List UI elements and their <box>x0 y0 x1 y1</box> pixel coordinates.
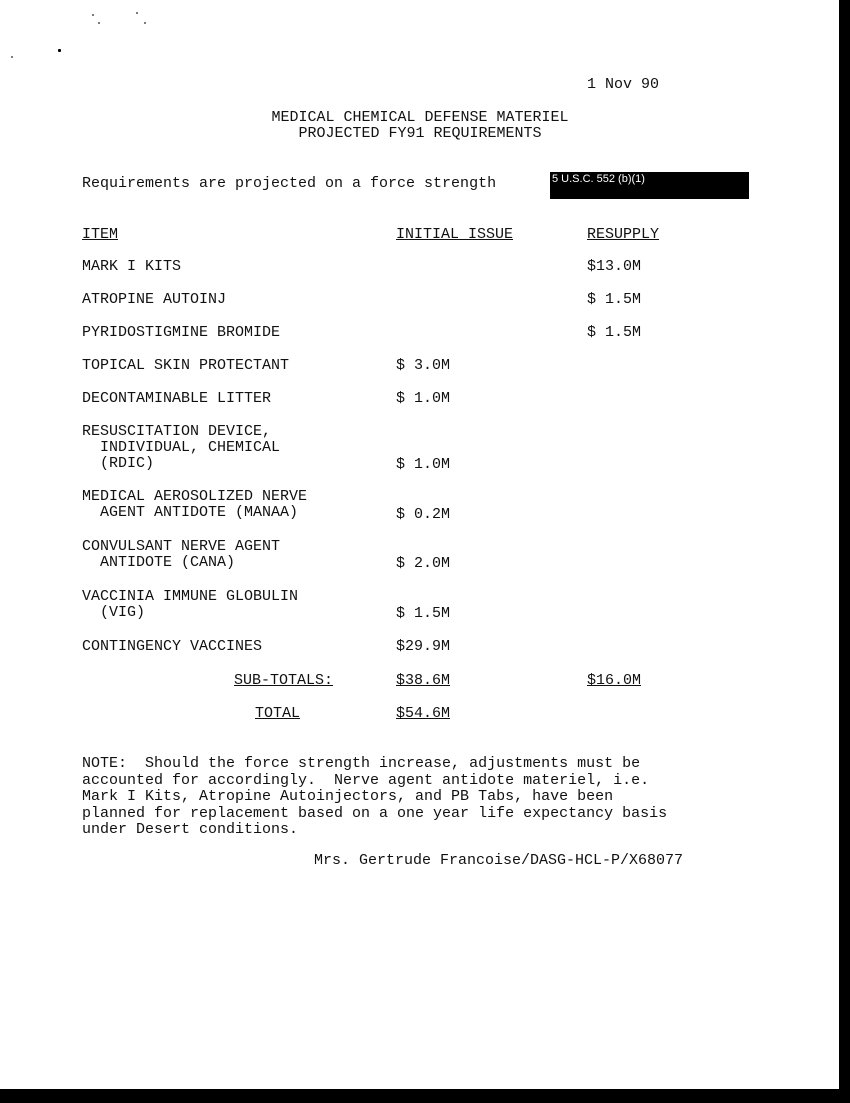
row-initial: $ 1.5M <box>396 605 451 622</box>
row-item: CONVULSANT NERVE AGENT ANTIDOTE (CANA) <box>82 538 281 571</box>
scan-speck <box>136 12 138 14</box>
row-item: PYRIDOSTIGMINE BROMIDE <box>82 324 281 341</box>
column-header-initial-issue: INITIAL ISSUE <box>396 226 514 243</box>
row-resupply: $ 1.5M <box>587 324 642 341</box>
column-header-resupply: RESUPPLY <box>587 226 660 243</box>
subtotal-initial: $38.6M <box>396 672 451 689</box>
scan-speck <box>58 49 61 52</box>
row-initial: $ 2.0M <box>396 555 451 572</box>
row-initial: $29.9M <box>396 638 451 655</box>
row-resupply: $13.0M <box>587 258 642 275</box>
total-label: TOTAL <box>255 705 301 722</box>
total-value: $54.6M <box>396 705 451 722</box>
scan-speck <box>92 14 94 16</box>
scan-speck <box>144 22 146 24</box>
scan-speck <box>98 22 100 24</box>
row-initial: $ 3.0M <box>396 357 451 374</box>
signature-line: Mrs. Gertrude Francoise/DASG-HCL-P/X68077 <box>314 852 684 869</box>
row-initial: $ 1.0M <box>396 390 451 407</box>
column-header-item: ITEM <box>82 226 119 243</box>
scan-speck <box>11 56 13 58</box>
intro-text: Requirements are projected on a force strength <box>82 175 497 192</box>
document-subtitle: PROJECTED FY91 REQUIREMENTS <box>298 125 542 142</box>
subtotal-resupply: $16.0M <box>587 672 642 689</box>
row-item: CONTINGENCY VACCINES <box>82 638 263 655</box>
scan-border-bottom <box>0 1089 850 1103</box>
subtotals-label: SUB-TOTALS: <box>234 672 334 689</box>
row-item: RESUSCITATION DEVICE, INDIVIDUAL, CHEMICAL (RDIC) <box>82 423 281 472</box>
document-title: MEDICAL CHEMICAL DEFENSE MATERIEL <box>271 109 569 126</box>
row-item: MARK I KITS <box>82 258 182 275</box>
redaction-block <box>550 172 749 199</box>
row-item: MEDICAL AEROSOLIZED NERVE AGENT ANTIDOTE (MANAA) <box>82 488 308 521</box>
row-item: TOPICAL SKIN PROTECTANT <box>82 357 290 374</box>
redaction-label: 5 U.S.C. 552 (b)(1) <box>552 173 645 185</box>
row-resupply: $ 1.5M <box>587 291 642 308</box>
scan-border-right <box>839 0 850 1103</box>
row-initial: $ 0.2M <box>396 506 451 523</box>
row-initial: $ 1.0M <box>396 456 451 473</box>
row-item: VACCINIA IMMUNE GLOBULIN (VIG) <box>82 588 299 621</box>
row-item: DECONTAMINABLE LITTER <box>82 390 272 407</box>
document-date: 1 Nov 90 <box>587 76 660 93</box>
row-item: ATROPINE AUTOINJ <box>82 291 227 308</box>
note-paragraph: NOTE: Should the force strength increase, adjustments must be accounted for accordingly. Nerve agent antidote materiel, i.e. Mark I Kits, Atropine Autoinjectors, and PB Tabs, have been planned for replacement based on a one year life expectancy basis under Desert conditions. <box>82 755 668 838</box>
